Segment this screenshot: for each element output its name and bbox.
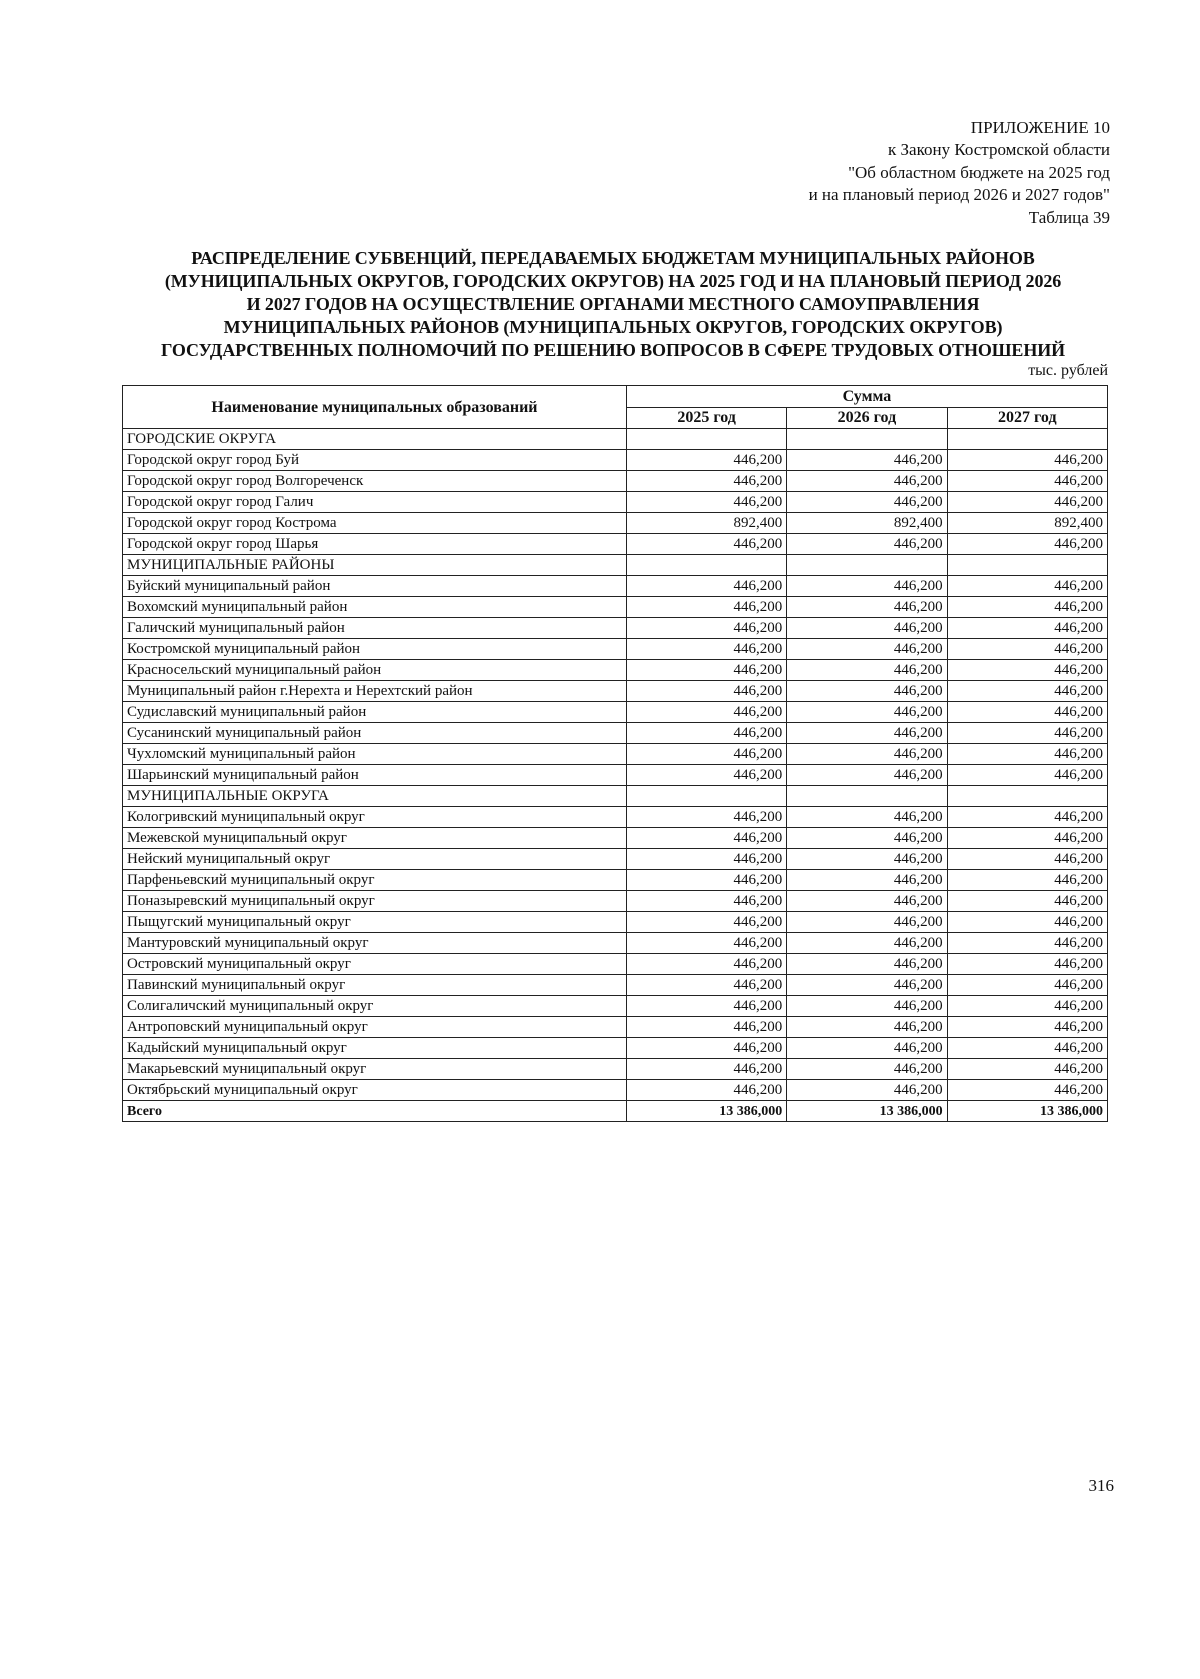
table-row bbox=[123, 744, 1108, 765]
amount-cell-2027: 446,200 bbox=[947, 1038, 1107, 1059]
subvention-table bbox=[122, 385, 1108, 1122]
table-row bbox=[123, 597, 1108, 618]
section-name-cell: ГОРОДСКИЕ ОКРУГА bbox=[123, 429, 627, 450]
table-row bbox=[123, 765, 1108, 786]
amount-cell-2025: 446,200 bbox=[626, 597, 786, 618]
municipality-name-cell: Сусанинский муниципальный район bbox=[123, 723, 627, 744]
municipality-name-cell: Островский муниципальный округ bbox=[123, 954, 627, 975]
table-number: Таблица 39 bbox=[1028, 207, 1110, 227]
amount-cell-2026: 892,400 bbox=[787, 513, 947, 534]
section-name-cell: МУНИЦИПАЛЬНЫЕ РАЙОНЫ bbox=[123, 555, 627, 576]
amount-cell-2025: 446,200 bbox=[626, 471, 786, 492]
amount-cell-2026: 446,200 bbox=[787, 1038, 947, 1059]
table-section-row bbox=[123, 786, 1108, 807]
amount-cell-2025: 446,200 bbox=[626, 996, 786, 1017]
municipality-name-cell: Городской округ город Буй bbox=[123, 450, 627, 471]
table-row bbox=[123, 912, 1108, 933]
table-row bbox=[123, 870, 1108, 891]
amount-cell-2027: 446,200 bbox=[947, 723, 1107, 744]
page-number: 316 bbox=[1088, 1476, 1114, 1495]
amount-cell-2027: 446,200 bbox=[947, 912, 1107, 933]
total-label-cell: Всего bbox=[123, 1101, 627, 1122]
table-row bbox=[123, 681, 1108, 702]
total-amount-cell-2027: 13 386,000 bbox=[947, 1101, 1107, 1122]
table-total-row bbox=[123, 1101, 1108, 1122]
amount-cell-2025: 446,200 bbox=[626, 933, 786, 954]
document-title bbox=[116, 247, 1110, 362]
amount-cell-2026: 446,200 bbox=[787, 870, 947, 891]
amount-cell-2026: 446,200 bbox=[787, 744, 947, 765]
amount-cell-2027 bbox=[947, 429, 1107, 450]
amount-cell-2027: 446,200 bbox=[947, 618, 1107, 639]
amount-cell-2026: 446,200 bbox=[787, 891, 947, 912]
amount-cell-2025: 446,200 bbox=[626, 1080, 786, 1101]
table-row bbox=[123, 492, 1108, 513]
amount-cell-2027: 446,200 bbox=[947, 471, 1107, 492]
municipality-name-cell: Павинский муниципальный округ bbox=[123, 975, 627, 996]
amount-cell-2025 bbox=[626, 555, 786, 576]
amount-cell-2026: 446,200 bbox=[787, 660, 947, 681]
amount-cell-2027: 446,200 bbox=[947, 849, 1107, 870]
municipality-name-cell: Макарьевский муниципальный округ bbox=[123, 1059, 627, 1080]
amount-cell-2027: 446,200 bbox=[947, 870, 1107, 891]
amount-cell-2025: 446,200 bbox=[626, 723, 786, 744]
amount-cell-2026: 446,200 bbox=[787, 681, 947, 702]
amount-cell-2027: 446,200 bbox=[947, 765, 1107, 786]
amount-cell-2026: 446,200 bbox=[787, 975, 947, 996]
amount-cell-2027: 446,200 bbox=[947, 639, 1107, 660]
amount-cell-2027: 446,200 bbox=[947, 807, 1107, 828]
amount-cell-2027: 446,200 bbox=[947, 954, 1107, 975]
amount-cell-2026: 446,200 bbox=[787, 597, 947, 618]
municipality-name-cell: Мантуровский муниципальный округ bbox=[123, 933, 627, 954]
amount-cell-2026: 446,200 bbox=[787, 492, 947, 513]
amount-cell-2027 bbox=[947, 786, 1107, 807]
amount-cell-2025: 446,200 bbox=[626, 681, 786, 702]
amount-cell-2026: 446,200 bbox=[787, 702, 947, 723]
amount-cell-2026: 446,200 bbox=[787, 1017, 947, 1038]
amount-cell-2025: 446,200 bbox=[626, 576, 786, 597]
amount-cell-2027: 446,200 bbox=[947, 534, 1107, 555]
amount-cell-2027 bbox=[947, 555, 1107, 576]
units-label: тыс. рублей bbox=[1028, 362, 1108, 379]
municipality-name-cell: Пыщугский муниципальный округ bbox=[123, 912, 627, 933]
table-row bbox=[123, 1059, 1108, 1080]
table-row bbox=[123, 996, 1108, 1017]
amount-cell-2025: 446,200 bbox=[626, 1017, 786, 1038]
law-reference-line-2: "Об областном бюджете на 2025 год bbox=[848, 162, 1110, 182]
amount-cell-2027: 446,200 bbox=[947, 660, 1107, 681]
document-header bbox=[510, 117, 1110, 229]
amount-cell-2025: 446,200 bbox=[626, 744, 786, 765]
municipality-name-cell: Кадыйский муниципальный округ bbox=[123, 1038, 627, 1059]
municipality-name-cell: Городской округ город Кострома bbox=[123, 513, 627, 534]
amount-cell-2027: 446,200 bbox=[947, 450, 1107, 471]
table-row bbox=[123, 1038, 1108, 1059]
amount-cell-2026: 446,200 bbox=[787, 534, 947, 555]
municipality-name-cell: Солигаличский муниципальный округ bbox=[123, 996, 627, 1017]
amount-cell-2026: 446,200 bbox=[787, 912, 947, 933]
municipality-name-cell: Кологривский муниципальный округ bbox=[123, 807, 627, 828]
table-row bbox=[123, 954, 1108, 975]
table-row bbox=[123, 513, 1108, 534]
municipality-name-cell: Муниципальный район г.Нерехта и Нерехтский район bbox=[123, 681, 627, 702]
amount-cell-2027: 446,200 bbox=[947, 702, 1107, 723]
municipality-name-cell: Красносельский муниципальный район bbox=[123, 660, 627, 681]
amount-cell-2025: 446,200 bbox=[626, 534, 786, 555]
amount-cell-2027: 446,200 bbox=[947, 597, 1107, 618]
municipality-name-cell: Чухломский муниципальный район bbox=[123, 744, 627, 765]
amount-cell-2026 bbox=[787, 555, 947, 576]
table-section-row bbox=[123, 429, 1108, 450]
amount-cell-2027: 446,200 bbox=[947, 681, 1107, 702]
amount-cell-2027: 446,200 bbox=[947, 1017, 1107, 1038]
total-amount-cell-2026: 13 386,000 bbox=[787, 1101, 947, 1122]
amount-cell-2026: 446,200 bbox=[787, 933, 947, 954]
amount-cell-2026: 446,200 bbox=[787, 639, 947, 660]
municipality-name-cell: Поназыревский муниципальный округ bbox=[123, 891, 627, 912]
amount-cell-2025: 446,200 bbox=[626, 912, 786, 933]
amount-cell-2026: 446,200 bbox=[787, 576, 947, 597]
municipality-name-cell: Парфеньевский муниципальный округ bbox=[123, 870, 627, 891]
municipality-name-cell: Вохомский муниципальный район bbox=[123, 597, 627, 618]
table-row bbox=[123, 1080, 1108, 1101]
table-row bbox=[123, 1017, 1108, 1038]
amount-cell-2025: 446,200 bbox=[626, 765, 786, 786]
municipality-name-cell: Галичский муниципальный район bbox=[123, 618, 627, 639]
title-line-5: ГОСУДАРСТВЕННЫХ ПОЛНОМОЧИЙ ПО РЕШЕНИЮ ВОПРОСОВ В СФЕРЕ ТРУДОВЫХ ОТНОШЕНИЙ bbox=[160, 340, 1066, 360]
amount-cell-2025 bbox=[626, 429, 786, 450]
amount-cell-2026: 446,200 bbox=[787, 828, 947, 849]
amount-cell-2026: 446,200 bbox=[787, 1080, 947, 1101]
municipality-name-cell: Городской округ город Волгореченск bbox=[123, 471, 627, 492]
amount-cell-2026: 446,200 bbox=[787, 618, 947, 639]
table-row bbox=[123, 807, 1108, 828]
amount-cell-2026: 446,200 bbox=[787, 954, 947, 975]
amount-cell-2025: 446,200 bbox=[626, 639, 786, 660]
amount-cell-2025: 446,200 bbox=[626, 702, 786, 723]
column-header-2027: 2027 год bbox=[947, 407, 1107, 429]
appendix-label: ПРИЛОЖЕНИЕ 10 bbox=[970, 118, 1110, 137]
amount-cell-2027: 446,200 bbox=[947, 933, 1107, 954]
table-row bbox=[123, 723, 1108, 744]
municipality-name-cell: Октябрьский муниципальный округ bbox=[123, 1080, 627, 1101]
table-row bbox=[123, 576, 1108, 597]
municipality-name-cell: Костромской муниципальный район bbox=[123, 639, 627, 660]
amount-cell-2026: 446,200 bbox=[787, 471, 947, 492]
amount-cell-2026 bbox=[787, 786, 947, 807]
amount-cell-2027: 892,400 bbox=[947, 513, 1107, 534]
title-line-1: РАСПРЕДЕЛЕНИЕ СУБВЕНЦИЙ, ПЕРЕДАВАЕМЫХ БЮДЖЕТАМ МУНИЦИПАЛЬНЫХ РАЙОНОВ bbox=[191, 248, 1035, 268]
table-row bbox=[123, 702, 1108, 723]
amount-cell-2027: 446,200 bbox=[947, 1059, 1107, 1080]
table-row bbox=[123, 849, 1108, 870]
municipality-name-cell: Шарьинский муниципальный район bbox=[123, 765, 627, 786]
amount-cell-2027: 446,200 bbox=[947, 828, 1107, 849]
amount-cell-2027: 446,200 bbox=[947, 975, 1107, 996]
municipality-name-cell: Нейский муниципальный округ bbox=[123, 849, 627, 870]
amount-cell-2026: 446,200 bbox=[787, 1059, 947, 1080]
amount-cell-2025: 446,200 bbox=[626, 492, 786, 513]
amount-cell-2025: 446,200 bbox=[626, 660, 786, 681]
amount-cell-2025: 446,200 bbox=[626, 954, 786, 975]
column-header-2025: 2025 год bbox=[626, 407, 786, 429]
municipality-name-cell: Городской округ город Галич bbox=[123, 492, 627, 513]
column-header-2026: 2026 год bbox=[787, 407, 947, 429]
amount-cell-2025: 446,200 bbox=[626, 891, 786, 912]
table-row bbox=[123, 933, 1108, 954]
amount-cell-2025: 446,200 bbox=[626, 1038, 786, 1059]
table-row bbox=[123, 660, 1108, 681]
amount-cell-2027: 446,200 bbox=[947, 576, 1107, 597]
total-amount-cell-2025: 13 386,000 bbox=[626, 1101, 786, 1122]
amount-cell-2025: 446,200 bbox=[626, 849, 786, 870]
table-row bbox=[123, 891, 1108, 912]
amount-cell-2026: 446,200 bbox=[787, 450, 947, 471]
table-row bbox=[123, 975, 1108, 996]
municipality-name-cell: Буйский муниципальный район bbox=[123, 576, 627, 597]
amount-cell-2027: 446,200 bbox=[947, 492, 1107, 513]
amount-cell-2025: 892,400 bbox=[626, 513, 786, 534]
law-reference-line-3: и на плановый период 2026 и 2027 годов" bbox=[808, 185, 1110, 205]
amount-cell-2027: 446,200 bbox=[947, 744, 1107, 765]
law-reference-line-1: к Закону Костромской области bbox=[888, 140, 1110, 160]
table-row bbox=[123, 471, 1108, 492]
column-header-sum: Сумма bbox=[626, 386, 1107, 408]
table-row bbox=[123, 450, 1108, 471]
amount-cell-2027: 446,200 bbox=[947, 996, 1107, 1017]
amount-cell-2026: 446,200 bbox=[787, 765, 947, 786]
amount-cell-2026: 446,200 bbox=[787, 996, 947, 1017]
title-line-2: (МУНИЦИПАЛЬНЫХ ОКРУГОВ, ГОРОДСКИХ ОКРУГОВ) НА 2025 ГОД И НА ПЛАНОВЫЙ ПЕРИОД 2026 bbox=[164, 271, 1062, 291]
title-line-4: МУНИЦИПАЛЬНЫХ РАЙОНОВ (МУНИЦИПАЛЬНЫХ ОКРУГОВ, ГОРОДСКИХ ОКРУГОВ) bbox=[223, 317, 1003, 337]
amount-cell-2025: 446,200 bbox=[626, 828, 786, 849]
amount-cell-2025: 446,200 bbox=[626, 870, 786, 891]
municipality-name-cell: Антроповский муниципальный округ bbox=[123, 1017, 627, 1038]
amount-cell-2026: 446,200 bbox=[787, 807, 947, 828]
amount-cell-2025: 446,200 bbox=[626, 618, 786, 639]
table-row bbox=[123, 639, 1108, 660]
amount-cell-2025: 446,200 bbox=[626, 450, 786, 471]
municipality-name-cell: Городской округ город Шарья bbox=[123, 534, 627, 555]
column-header-name: Наименование муниципальных образований bbox=[123, 386, 627, 429]
municipality-name-cell: Межевской муниципальный округ bbox=[123, 828, 627, 849]
table-section-row bbox=[123, 555, 1108, 576]
amount-cell-2027: 446,200 bbox=[947, 891, 1107, 912]
table-body bbox=[123, 429, 1108, 1122]
amount-cell-2025 bbox=[626, 786, 786, 807]
amount-cell-2025: 446,200 bbox=[626, 807, 786, 828]
table-row bbox=[123, 828, 1108, 849]
amount-cell-2027: 446,200 bbox=[947, 1080, 1107, 1101]
section-name-cell: МУНИЦИПАЛЬНЫЕ ОКРУГА bbox=[123, 786, 627, 807]
title-line-3: И 2027 ГОДОВ НА ОСУЩЕСТВЛЕНИЕ ОРГАНАМИ МЕСТНОГО САМОУПРАВЛЕНИЯ bbox=[246, 294, 980, 314]
amount-cell-2026: 446,200 bbox=[787, 723, 947, 744]
amount-cell-2025: 446,200 bbox=[626, 975, 786, 996]
table-row bbox=[123, 534, 1108, 555]
municipality-name-cell: Судиславский муниципальный район bbox=[123, 702, 627, 723]
amount-cell-2026 bbox=[787, 429, 947, 450]
amount-cell-2026: 446,200 bbox=[787, 849, 947, 870]
table-row bbox=[123, 618, 1108, 639]
amount-cell-2025: 446,200 bbox=[626, 1059, 786, 1080]
